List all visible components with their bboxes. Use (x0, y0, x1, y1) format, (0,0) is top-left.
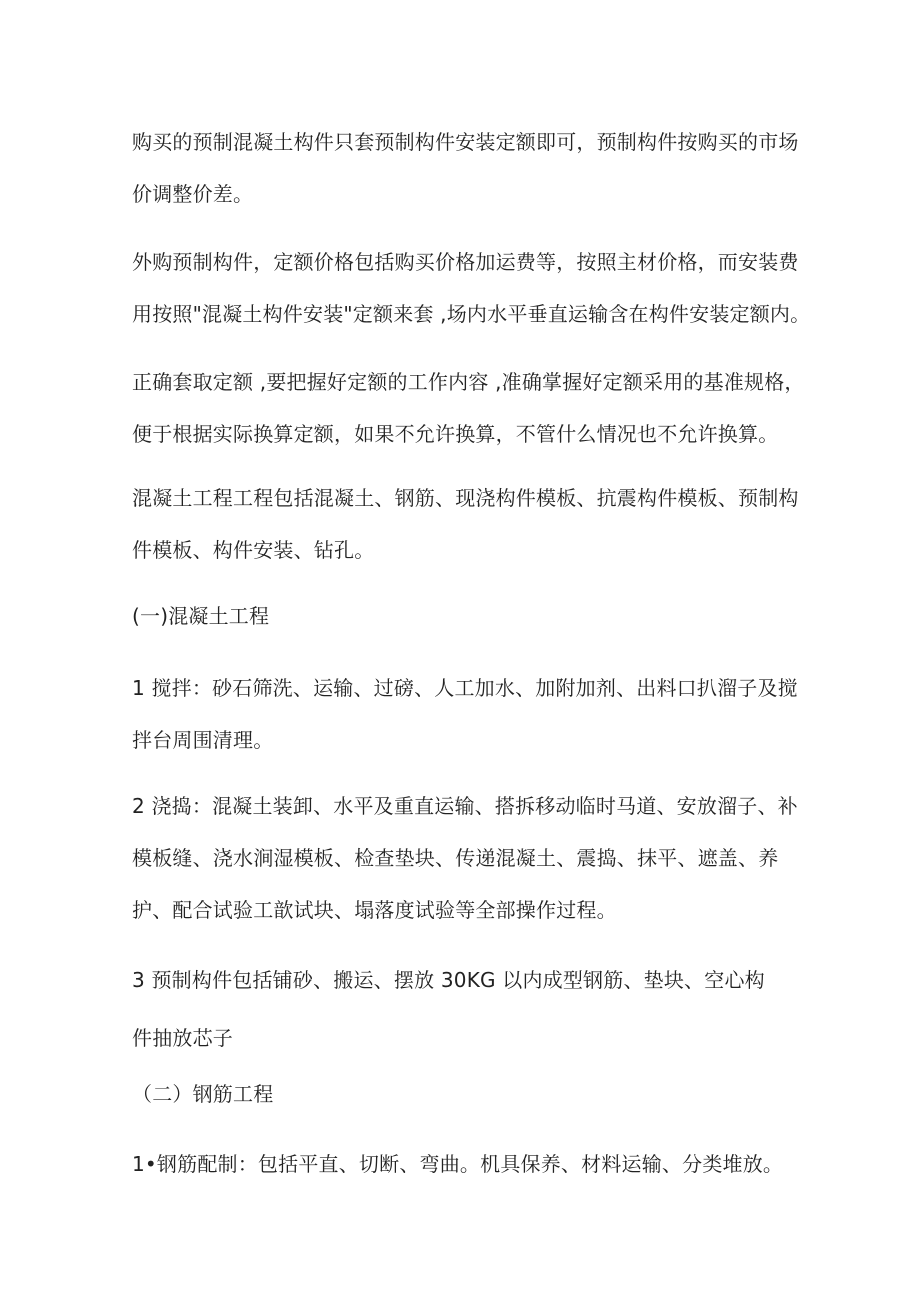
paragraph-outsourced-precast (132, 236, 811, 340)
text-line: 件模板、构件安装、钻孔。 (132, 538, 375, 562)
text-line: 3 预制构件包括铺砂、搬运、摆放 30KG 以内成型钢筋、垫块、空心构 (132, 968, 765, 992)
paragraph-precast-components (132, 954, 802, 1064)
paragraph-concrete-scope (132, 472, 802, 576)
text-line: 件抽放芯子 (132, 1026, 233, 1050)
text-line: 1 搅拌：砂石筛洗、运输、过磅、人工加水、加附加剂、出料口扒溜子及搅 (132, 676, 798, 700)
text-line: 购买的预制混凝土构件只套预制构件安装定额即可，预制构件按购买的市场 (132, 130, 799, 154)
text-line: （二）钢筋工程 (132, 1082, 274, 1106)
paragraph-pouring (132, 780, 802, 936)
paragraph-mixing (132, 662, 802, 766)
paragraph-rebar-fabrication (132, 1138, 802, 1190)
text-line: 价调整价差。 (132, 182, 254, 206)
text-line: 拌台周围清理。 (132, 728, 274, 752)
text-line: 正确套取定额 ,要把握好定额的工作内容 ,准确掌握好定额采用的基准规格， (132, 370, 805, 394)
text-line: 便于根据实际换算定额，如果不允许换算，不管什么情况也不允许换算。 (132, 422, 779, 446)
text-line: 护、配合试验工歆试块、塌落度试验等全部操作过程。 (132, 898, 617, 922)
section-heading-rebar (132, 1068, 802, 1120)
section-heading-concrete (132, 590, 802, 642)
paragraph-precast-purchase (132, 116, 802, 220)
text-line: 用按照"混凝土构件安装"定额来套 ,场内水平垂直运输含在构件安装定额内。 (132, 302, 811, 326)
text-line: (一)混凝土工程 (132, 604, 270, 628)
text-line: 1•钢筋配制：包括平直、切断、弯曲。机具保养、材料运输、分类堆放。 (132, 1152, 784, 1176)
paragraph-quota-selection (132, 356, 805, 460)
text-line: 2 浇捣：混凝土装卸、水平及重直运输、搭拆移动临时马道、安放溜子、补 (132, 794, 798, 818)
text-line: 混凝土工程工程包括混凝土、钢筋、现浇构件模板、抗震构件模板、预制构 (132, 486, 799, 510)
text-line: 外购预制构件，定额价格包括购买价格加运费等，按照主材价格，而安装费 (132, 250, 799, 274)
text-line: 模板缝、浇水涧湿模板、检查垫块、传递混凝土、震捣、抹平、遮盖、养 (132, 846, 779, 870)
